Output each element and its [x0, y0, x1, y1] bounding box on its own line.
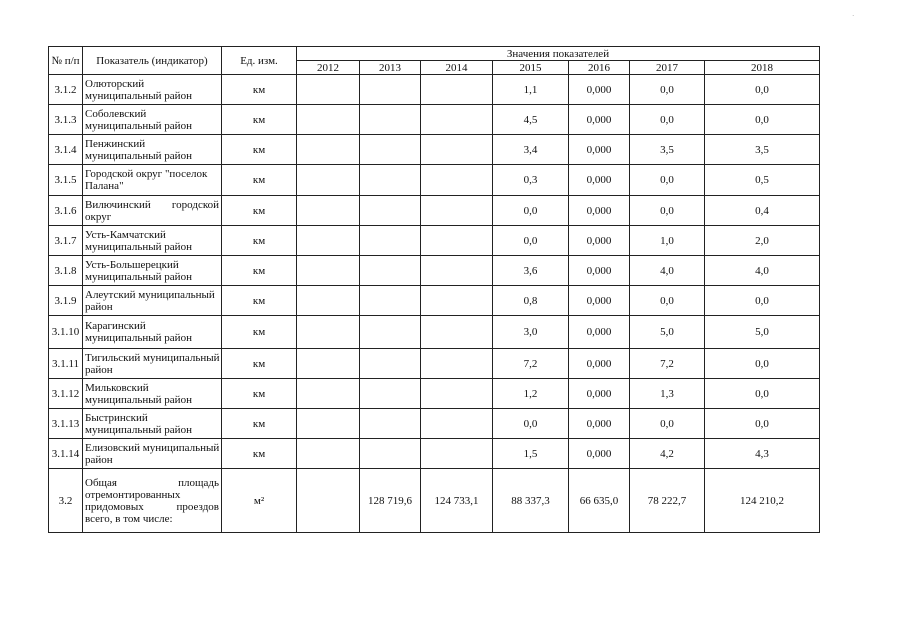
row-value-2014 [421, 75, 493, 105]
table-row [49, 105, 820, 135]
header-values-group: Значения показателей [297, 47, 820, 61]
row-value-2017: 4,2 [630, 439, 705, 469]
row-number: 3.1.13 [49, 409, 83, 439]
row-indicator-name: Олюторский муниципальный район [83, 75, 222, 105]
header-year: 2016 [569, 61, 630, 75]
table-row [49, 196, 820, 226]
row-value-2016: 0,000 [569, 75, 630, 105]
row-indicator-name: Соболевский муниципальный район [83, 105, 222, 135]
table-row [49, 316, 820, 349]
table-row [49, 256, 820, 286]
row-value-2015: 0,0 [493, 196, 569, 226]
row-value-2015: 0,0 [493, 409, 569, 439]
row-indicator-name: Городской округ "поселок Палана" [83, 165, 222, 196]
row-value-2016: 0,000 [569, 105, 630, 135]
row-value-2014 [421, 196, 493, 226]
row-value-2016: 0,000 [569, 196, 630, 226]
row-unit: м² [222, 469, 297, 533]
row-value-2015: 1,2 [493, 379, 569, 409]
row-value-2012 [297, 196, 360, 226]
row-value-2012 [297, 165, 360, 196]
table-row [49, 286, 820, 316]
row-value-2014 [421, 256, 493, 286]
header-unit: Ед. изм. [222, 47, 297, 75]
row-indicator-name: Тигильский муниципальный район [83, 349, 222, 379]
row-value-2013 [360, 75, 421, 105]
row-value-2017: 7,2 [630, 349, 705, 379]
row-value-2012 [297, 226, 360, 256]
table-row [49, 409, 820, 439]
row-value-2014 [421, 439, 493, 469]
row-value-2017: 0,0 [630, 409, 705, 439]
row-value-2014 [421, 409, 493, 439]
row-value-2014 [421, 135, 493, 165]
row-value-2014: 124 733,1 [421, 469, 493, 533]
row-indicator-name: Мильковский муниципальный район [83, 379, 222, 409]
table-row [49, 439, 820, 469]
row-value-2017: 4,0 [630, 256, 705, 286]
table-row [49, 349, 820, 379]
row-value-2017: 3,5 [630, 135, 705, 165]
row-number: 3.1.8 [49, 256, 83, 286]
row-value-2017: 0,0 [630, 75, 705, 105]
table-row [49, 75, 820, 105]
row-value-2016: 0,000 [569, 226, 630, 256]
row-indicator-name: Карагинский муниципальный район [83, 316, 222, 349]
header-indicator: Показатель (индикатор) [83, 47, 222, 75]
row-value-2013 [360, 316, 421, 349]
header-row-1 [49, 47, 820, 61]
row-value-2012 [297, 469, 360, 533]
row-unit: км [222, 379, 297, 409]
row-value-2017: 0,0 [630, 165, 705, 196]
row-number: 3.1.12 [49, 379, 83, 409]
row-value-2014 [421, 165, 493, 196]
indicator-table [48, 46, 820, 533]
row-value-2014 [421, 316, 493, 349]
row-value-2012 [297, 439, 360, 469]
row-indicator-name: Усть-Большерецкий муниципальный район [83, 256, 222, 286]
row-value-2018: 0,5 [705, 165, 820, 196]
header-year: 2014 [421, 61, 493, 75]
row-value-2016: 0,000 [569, 379, 630, 409]
row-value-2013 [360, 196, 421, 226]
row-value-2012 [297, 349, 360, 379]
row-value-2018: 0,0 [705, 409, 820, 439]
row-value-2018: 124 210,2 [705, 469, 820, 533]
row-value-2018: 5,0 [705, 316, 820, 349]
row-value-2018: 0,0 [705, 286, 820, 316]
row-value-2013 [360, 349, 421, 379]
row-value-2012 [297, 379, 360, 409]
row-value-2013: 128 719,6 [360, 469, 421, 533]
row-value-2018: 3,5 [705, 135, 820, 165]
row-indicator-name: Усть-Камчатский муниципальный район [83, 226, 222, 256]
row-value-2013 [360, 135, 421, 165]
row-value-2013 [360, 409, 421, 439]
row-value-2014 [421, 379, 493, 409]
row-value-2015: 0,0 [493, 226, 569, 256]
row-value-2013 [360, 165, 421, 196]
row-value-2014 [421, 349, 493, 379]
row-value-2012 [297, 75, 360, 105]
row-unit: км [222, 349, 297, 379]
row-value-2018: 4,0 [705, 256, 820, 286]
row-unit: км [222, 256, 297, 286]
row-unit: км [222, 135, 297, 165]
row-indicator-name: Общая площадь отремонтированных придомовых проездов всего, в том числе: [83, 469, 222, 533]
row-indicator-name: Алеутский муниципальный район [83, 286, 222, 316]
row-value-2018: 0,0 [705, 349, 820, 379]
row-value-2016: 0,000 [569, 135, 630, 165]
row-indicator-name: Вилючинский городской округ [83, 196, 222, 226]
row-value-2012 [297, 105, 360, 135]
row-value-2017: 0,0 [630, 286, 705, 316]
table-row [49, 165, 820, 196]
row-value-2017: 1,3 [630, 379, 705, 409]
row-value-2014 [421, 286, 493, 316]
row-value-2014 [421, 226, 493, 256]
row-number: 3.1.7 [49, 226, 83, 256]
row-number: 3.1.5 [49, 165, 83, 196]
row-value-2015: 0,3 [493, 165, 569, 196]
row-value-2017: 78 222,7 [630, 469, 705, 533]
row-unit: км [222, 196, 297, 226]
row-unit: км [222, 165, 297, 196]
row-number: 3.1.6 [49, 196, 83, 226]
row-number: 3.1.2 [49, 75, 83, 105]
header-year: 2012 [297, 61, 360, 75]
table-row [49, 469, 820, 533]
row-value-2016: 0,000 [569, 409, 630, 439]
header-year: 2015 [493, 61, 569, 75]
row-number: 3.1.11 [49, 349, 83, 379]
row-number: 3.1.3 [49, 105, 83, 135]
row-value-2018: 0,0 [705, 105, 820, 135]
row-value-2018: 0,0 [705, 379, 820, 409]
row-number: 3.1.10 [49, 316, 83, 349]
row-value-2015: 3,4 [493, 135, 569, 165]
row-value-2018: 0,0 [705, 75, 820, 105]
row-value-2012 [297, 256, 360, 286]
table-row [49, 135, 820, 165]
table-body [49, 75, 820, 533]
row-value-2012 [297, 286, 360, 316]
row-value-2012 [297, 409, 360, 439]
row-value-2015: 3,6 [493, 256, 569, 286]
row-value-2012 [297, 135, 360, 165]
row-unit: км [222, 75, 297, 105]
row-value-2016: 0,000 [569, 286, 630, 316]
row-value-2015: 1,1 [493, 75, 569, 105]
row-value-2013 [360, 439, 421, 469]
row-value-2017: 1,0 [630, 226, 705, 256]
row-value-2016: 0,000 [569, 256, 630, 286]
row-value-2015: 88 337,3 [493, 469, 569, 533]
row-value-2016: 66 635,0 [569, 469, 630, 533]
row-value-2016: 0,000 [569, 165, 630, 196]
row-unit: км [222, 439, 297, 469]
row-value-2015: 4,5 [493, 105, 569, 135]
row-value-2016: 0,000 [569, 439, 630, 469]
row-value-2013 [360, 226, 421, 256]
row-indicator-name: Быстринский муниципальный район [83, 409, 222, 439]
row-number: 3.1.14 [49, 439, 83, 469]
row-value-2015: 3,0 [493, 316, 569, 349]
row-value-2016: 0,000 [569, 349, 630, 379]
row-value-2017: 5,0 [630, 316, 705, 349]
header-year: 2017 [630, 61, 705, 75]
row-unit: км [222, 316, 297, 349]
row-value-2015: 0,8 [493, 286, 569, 316]
row-unit: км [222, 409, 297, 439]
row-number: 3.1.9 [49, 286, 83, 316]
row-value-2016: 0,000 [569, 316, 630, 349]
header-year: 2018 [705, 61, 820, 75]
table-row [49, 379, 820, 409]
table-row [49, 226, 820, 256]
row-value-2012 [297, 316, 360, 349]
row-indicator-name: Елизовский муниципальный район [83, 439, 222, 469]
scan-artifact: · [852, 12, 855, 20]
row-value-2018: 4,3 [705, 439, 820, 469]
row-number: 3.2 [49, 469, 83, 533]
row-indicator-name: Пенжинский муниципальный район [83, 135, 222, 165]
row-value-2015: 1,5 [493, 439, 569, 469]
row-value-2015: 7,2 [493, 349, 569, 379]
header-year: 2013 [360, 61, 421, 75]
row-value-2018: 0,4 [705, 196, 820, 226]
row-value-2017: 0,0 [630, 196, 705, 226]
row-unit: км [222, 286, 297, 316]
row-unit: км [222, 226, 297, 256]
header-no: № п/п [49, 47, 83, 75]
row-value-2013 [360, 379, 421, 409]
row-value-2017: 0,0 [630, 105, 705, 135]
row-value-2013 [360, 105, 421, 135]
row-value-2013 [360, 286, 421, 316]
row-unit: км [222, 105, 297, 135]
row-value-2018: 2,0 [705, 226, 820, 256]
row-value-2013 [360, 256, 421, 286]
row-number: 3.1.4 [49, 135, 83, 165]
row-value-2014 [421, 105, 493, 135]
